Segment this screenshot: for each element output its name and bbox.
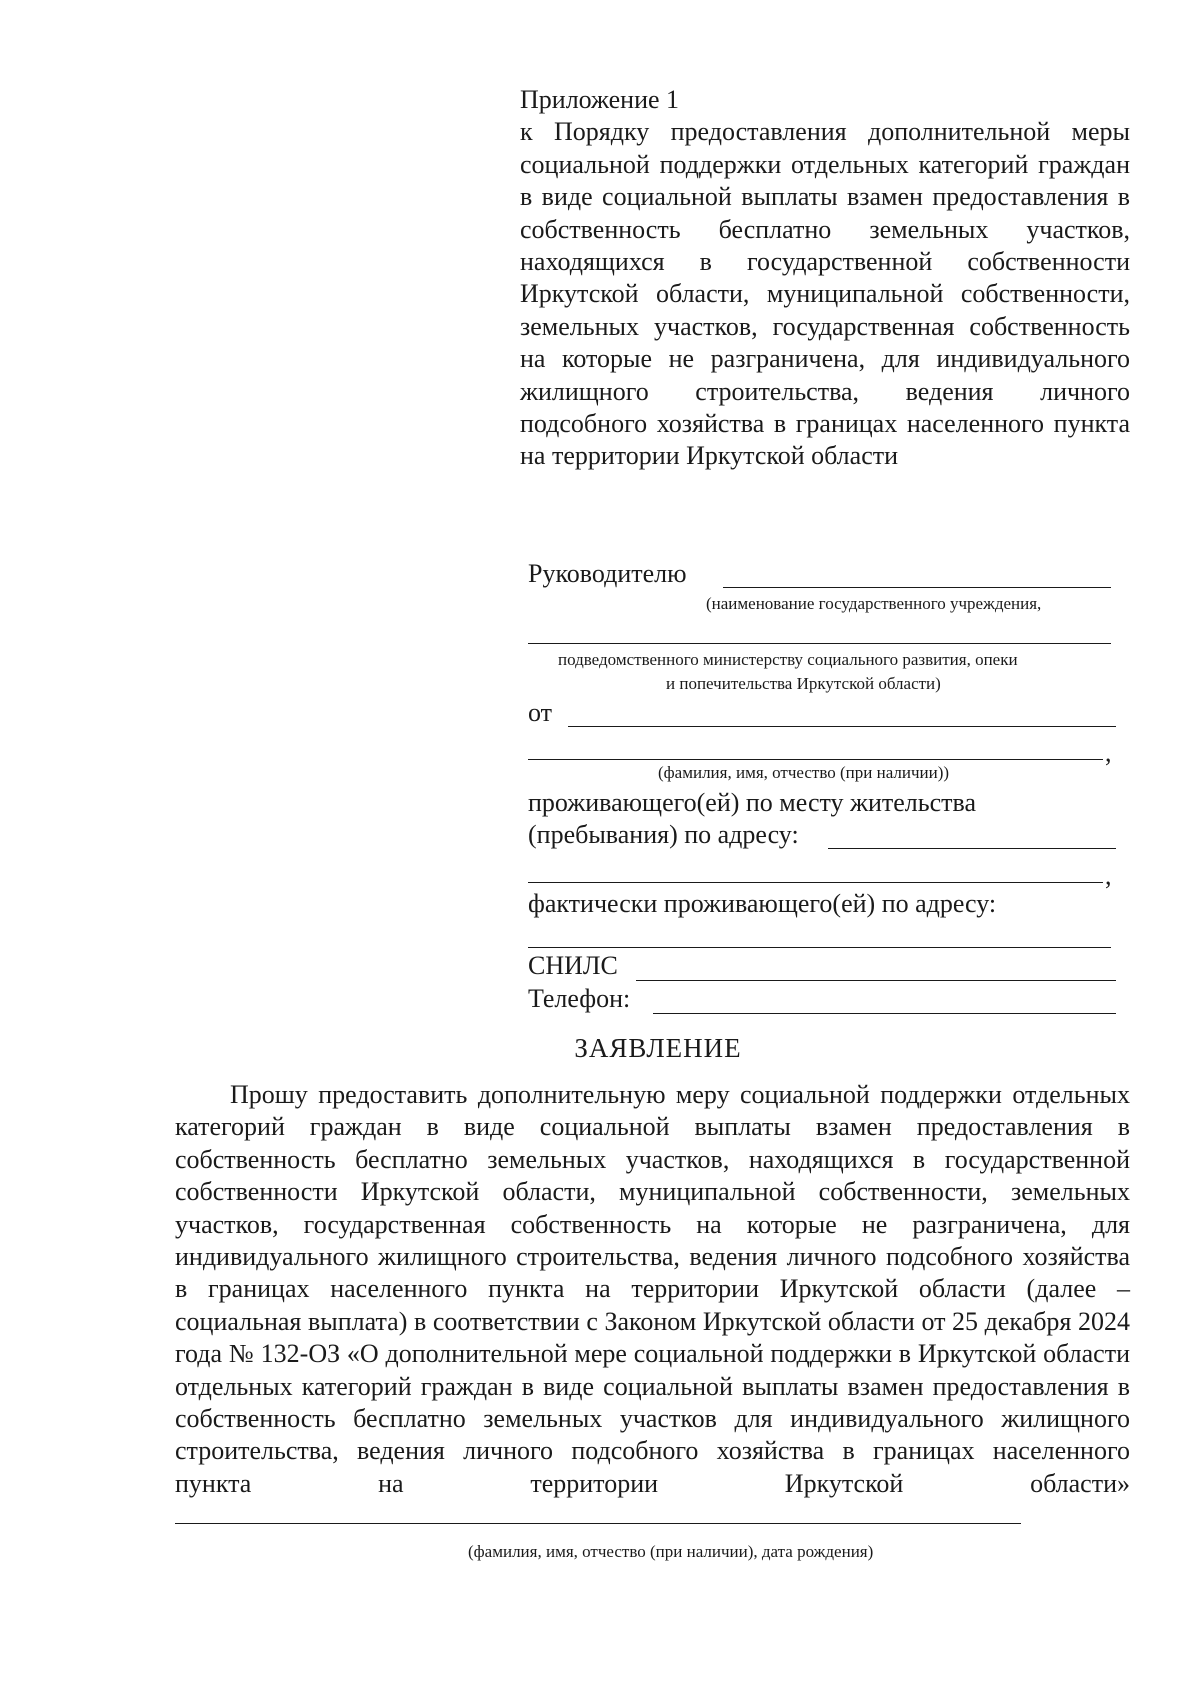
to-row [528, 559, 1113, 589]
residence-field-line [828, 848, 1116, 849]
to-field-line [723, 587, 1111, 588]
from-field-line-2 [528, 759, 1103, 760]
actual-address-field-line [528, 947, 1111, 948]
statement-body-text: Прошу предоставить дополнительную меру социальной поддержки отдельных категорий граждан в виде социальной выплаты взамен предоставления в собственность бесплатно земельных участков, находящихся в государственной собственности Иркутской области, муниципальной собственности, земельных участков, государственная собственность на которые не разграничена, для индивидуального жилищного строительства, ведения личного подсобного хозяйства в границах населенного пункта на территории Иркутской области (далее – социальная выплата) в соответствии с Законом Иркутской области от 25 декабря 2024 года № 132-ОЗ «О дополнительной мере социальной поддержки в Иркутской области отдельных категорий граждан в виде социальной выплаты взамен предоставления в собственность бесплатно земельных участков для индивидуального жилищного строительства, ведения личного подсобного хозяйства в границах населенного пункта на территории Иркутской области» [175, 1080, 1130, 1498]
actual-address-row: фактически проживающего(ей) по адресу: [528, 889, 997, 918]
to-caption-cont-2: и попечительства Иркутской области) [666, 674, 941, 693]
to-label: Руководителю [528, 559, 687, 588]
phone-field-line [653, 1013, 1116, 1014]
snils-label: СНИЛС [528, 951, 618, 980]
to-caption: (наименование государственного учреждения, [706, 594, 1042, 613]
from-label: от [528, 698, 553, 727]
residence-row-2 [528, 820, 1113, 850]
statement-title [0, 1032, 1200, 1064]
phone-row [528, 984, 1113, 1014]
applicant-field-line [175, 1503, 1021, 1524]
residence-label: (пребывания) по адресу: [528, 820, 799, 849]
appendix-title: Приложение 1 [520, 85, 680, 114]
residence-field-line-2 [528, 882, 1103, 883]
from-comma: , [1105, 738, 1112, 767]
snils-field-line [636, 980, 1116, 981]
appendix-text: к Порядку предоставления дополнительной меры социальной поддержки отдельных категорий граждан в виде социальной выплаты взамен предоставления в собственность бесплатно земельных участков, находящихся в государственной собственности Иркутской области, муниципальной собственности, земельных участков, государственная собственность на которые не разграничена, для индивидуального жилищного строительства, ведения личного подсобного хозяйства в границах населенного пункта на территории Иркутской области [520, 117, 1130, 471]
statement-title-text: ЗАЯВЛЕНИЕ [574, 1033, 742, 1063]
residence-comma: , [1105, 861, 1112, 890]
from-caption: (фамилия, имя, отчество (при наличии)) [658, 763, 950, 782]
snils-row [528, 951, 1113, 981]
appendix-header [520, 84, 1130, 473]
from-row [528, 698, 1113, 728]
applicant-caption: (фамилия, имя, отчество (при наличии), дата рождения) [468, 1542, 874, 1561]
statement-body [175, 1079, 1130, 1533]
from-field-line [568, 726, 1116, 727]
residence-row-1: проживающего(ей) по месту жительства [528, 788, 976, 817]
to-field-line-2 [528, 643, 1111, 644]
to-caption-cont-1: подведомственного министерству социального развития, опеки [558, 650, 1018, 669]
phone-label: Телефон: [528, 984, 631, 1013]
